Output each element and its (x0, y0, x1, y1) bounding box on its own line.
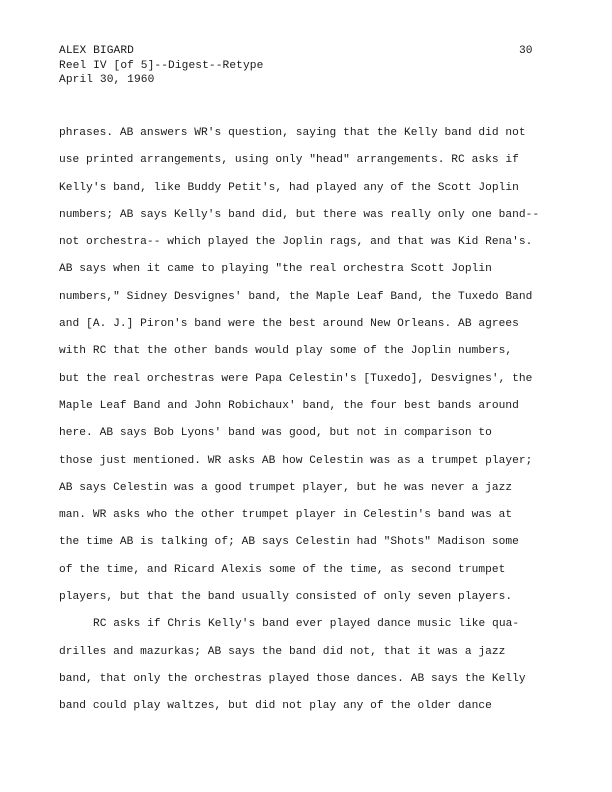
text-line: RC asks if Chris Kelly's band ever played dance music like qua- (93, 618, 520, 631)
document-header (59, 44, 263, 88)
text-line: Maple Leaf Band and John Robichaux' band, the four best bands around (59, 399, 519, 412)
page-number: 30 (519, 45, 533, 57)
text-line: numbers; AB says Kelly's band did, but there was really only one band-- (59, 208, 540, 221)
text-line: drilles and mazurkas; AB says the band did not, that it was a jazz (59, 645, 506, 658)
text-line: those just mentioned. WR asks AB how Celestin was as a trumpet player; (59, 454, 533, 467)
text-line: players, but that the band usually consisted of only seven players. (59, 591, 513, 604)
text-line: with RC that the other bands would play some of the Joplin numbers, (59, 345, 513, 358)
text-line: Kelly's band, like Buddy Petit's, had played any of the Scott Joplin (59, 181, 519, 194)
text-line: phrases. AB answers WR's question, saying that the Kelly band did not (59, 127, 526, 139)
text-line: use printed arrangements, using only "head" arrangements. RC asks if (59, 154, 519, 167)
text-line: man. WR asks who the other trumpet player in Celestin's band was at (59, 509, 513, 522)
header-date: April 30, 1960 (59, 74, 155, 86)
text-line: band could play waltzes, but did not play any of the older dance (59, 700, 492, 713)
text-line: AB says when it came to playing "the real orchestra Scott Joplin (59, 263, 492, 276)
text-line: the time AB is talking of; AB says Celestin had "Shots" Madison some (59, 536, 519, 549)
text-line: not orchestra-- which played the Joplin rags, and that was Kid Rena's. (59, 236, 533, 249)
text-line: AB says Celestin was a good trumpet player, but he was never a jazz (59, 481, 513, 494)
text-line: band, that only the orchestras played those dances. AB says the Kelly (59, 672, 526, 685)
text-line: but the real orchestras were Papa Celestin's [Tuxedo], Desvignes', the (59, 372, 533, 385)
body-text (59, 126, 579, 727)
text-line: and [A. J.] Piron's band were the best around New Orleans. AB agrees (59, 318, 519, 331)
header-name: ALEX BIGARD (59, 45, 134, 57)
text-line: here. AB says Bob Lyons' band was good, but not in comparison to (59, 427, 492, 440)
text-line: of the time, and Ricard Alexis some of the time, as second trumpet (59, 563, 506, 576)
text-line: numbers," Sidney Desvignes' band, the Maple Leaf Band, the Tuxedo Band (59, 290, 533, 303)
header-reel-info: Reel IV [of 5]--Digest--Retype (59, 59, 264, 72)
